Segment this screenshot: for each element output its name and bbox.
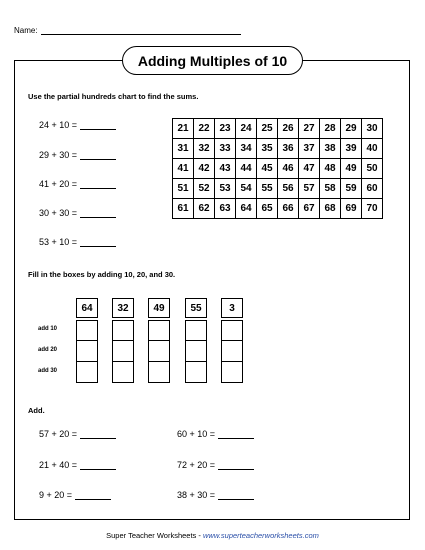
problem-text: 38 + 30 = bbox=[177, 490, 216, 500]
chart-row bbox=[173, 179, 383, 199]
add-problem-6 bbox=[177, 490, 254, 500]
chart-cell: 34 bbox=[236, 139, 257, 159]
chart-cell: 58 bbox=[320, 179, 341, 199]
chart-cell: 60 bbox=[362, 179, 383, 199]
chart-cell: 31 bbox=[173, 139, 194, 159]
chart-cell: 55 bbox=[257, 179, 278, 199]
add-problem-1 bbox=[39, 429, 116, 439]
answer-blank[interactable] bbox=[80, 180, 116, 189]
problem-text: 57 + 20 = bbox=[39, 429, 78, 439]
chart-cell: 57 bbox=[299, 179, 320, 199]
chart-cell: 44 bbox=[236, 159, 257, 179]
chart-cell: 26 bbox=[278, 119, 299, 139]
add-problem-4 bbox=[177, 460, 254, 470]
chart-cell: 67 bbox=[299, 199, 320, 219]
chart-cell: 53 bbox=[215, 179, 236, 199]
chart-cell: 49 bbox=[341, 159, 362, 179]
problem-text: 30 + 30 = bbox=[39, 208, 78, 218]
answer-blank[interactable] bbox=[218, 461, 254, 470]
problem-5 bbox=[39, 237, 116, 247]
answer-box[interactable] bbox=[76, 320, 98, 341]
chart-cell: 33 bbox=[215, 139, 236, 159]
answer-box[interactable] bbox=[185, 362, 207, 383]
column-start-number: 55 bbox=[185, 298, 207, 318]
chart-cell: 45 bbox=[257, 159, 278, 179]
chart-row bbox=[173, 199, 383, 219]
chart-cell: 24 bbox=[236, 119, 257, 139]
answer-box[interactable] bbox=[112, 341, 134, 362]
chart-cell: 50 bbox=[362, 159, 383, 179]
chart-cell: 32 bbox=[194, 139, 215, 159]
name-field bbox=[14, 26, 241, 35]
add-problem-3 bbox=[39, 460, 116, 470]
chart-cell: 69 bbox=[341, 199, 362, 219]
problem-4 bbox=[39, 208, 116, 218]
answer-blank[interactable] bbox=[80, 209, 116, 218]
problem-1 bbox=[39, 120, 116, 130]
answer-box[interactable] bbox=[221, 362, 243, 383]
problem-text: 24 + 10 = bbox=[39, 120, 78, 130]
worksheet-title: Adding Multiples of 10 bbox=[122, 46, 303, 75]
chart-cell: 38 bbox=[320, 139, 341, 159]
name-label: Name: bbox=[14, 26, 38, 35]
section1-instruction: Use the partial hundreds chart to find the sums. bbox=[28, 92, 199, 101]
problem-3 bbox=[39, 179, 116, 189]
chart-cell: 46 bbox=[278, 159, 299, 179]
chart-cell: 42 bbox=[194, 159, 215, 179]
add-column-2 bbox=[112, 298, 134, 383]
answer-box[interactable] bbox=[148, 362, 170, 383]
chart-cell: 40 bbox=[362, 139, 383, 159]
chart-cell: 62 bbox=[194, 199, 215, 219]
problem-text: 29 + 30 = bbox=[39, 150, 78, 160]
chart-cell: 29 bbox=[341, 119, 362, 139]
chart-row bbox=[173, 119, 383, 139]
chart-cell: 23 bbox=[215, 119, 236, 139]
chart-cell: 70 bbox=[362, 199, 383, 219]
chart-cell: 27 bbox=[299, 119, 320, 139]
add-problem-2 bbox=[177, 429, 254, 439]
section2-instruction: Fill in the boxes by adding 10, 20, and 30. bbox=[28, 270, 176, 279]
chart-cell: 36 bbox=[278, 139, 299, 159]
chart-cell: 56 bbox=[278, 179, 299, 199]
problem-2 bbox=[39, 150, 116, 160]
chart-cell: 30 bbox=[362, 119, 383, 139]
column-start-number: 64 bbox=[76, 298, 98, 318]
chart-cell: 21 bbox=[173, 119, 194, 139]
answer-box[interactable] bbox=[221, 341, 243, 362]
name-blank[interactable] bbox=[41, 26, 241, 35]
problem-text: 60 + 10 = bbox=[177, 429, 216, 439]
add-column-3 bbox=[148, 298, 170, 383]
chart-row bbox=[173, 159, 383, 179]
footer-link[interactable]: www.superteacherworksheets.com bbox=[202, 531, 319, 540]
chart-cell: 51 bbox=[173, 179, 194, 199]
chart-cell: 52 bbox=[194, 179, 215, 199]
row-label-add-30: add 30 bbox=[38, 368, 58, 374]
chart-cell: 28 bbox=[320, 119, 341, 139]
chart-cell: 39 bbox=[341, 139, 362, 159]
footer bbox=[0, 531, 425, 540]
chart-cell: 41 bbox=[173, 159, 194, 179]
row-label-add-20: add 20 bbox=[38, 347, 58, 353]
answer-blank[interactable] bbox=[80, 430, 116, 439]
answer-box[interactable] bbox=[148, 341, 170, 362]
column-start-number: 3 bbox=[221, 298, 243, 318]
chart-cell: 37 bbox=[299, 139, 320, 159]
answer-blank[interactable] bbox=[80, 238, 116, 247]
chart-cell: 54 bbox=[236, 179, 257, 199]
chart-cell: 65 bbox=[257, 199, 278, 219]
answer-box[interactable] bbox=[76, 341, 98, 362]
chart-cell: 22 bbox=[194, 119, 215, 139]
answer-box[interactable] bbox=[148, 320, 170, 341]
answer-blank[interactable] bbox=[80, 151, 116, 160]
answer-box[interactable] bbox=[221, 320, 243, 341]
answer-blank[interactable] bbox=[218, 430, 254, 439]
problem-text: 21 + 40 = bbox=[39, 460, 78, 470]
add-column-5 bbox=[221, 298, 243, 383]
chart-cell: 43 bbox=[215, 159, 236, 179]
chart-cell: 48 bbox=[320, 159, 341, 179]
problem-text: 41 + 20 = bbox=[39, 179, 78, 189]
add-column-4 bbox=[185, 298, 207, 383]
add-problem-5 bbox=[39, 490, 111, 500]
chart-cell: 61 bbox=[173, 199, 194, 219]
chart-cell: 68 bbox=[320, 199, 341, 219]
add-column-1 bbox=[76, 298, 98, 383]
answer-blank[interactable] bbox=[75, 491, 111, 500]
answer-box[interactable] bbox=[185, 320, 207, 341]
chart-cell: 63 bbox=[215, 199, 236, 219]
column-start-number: 32 bbox=[112, 298, 134, 318]
column-start-number: 49 bbox=[148, 298, 170, 318]
problem-text: 9 + 20 = bbox=[39, 490, 73, 500]
hundreds-chart bbox=[172, 118, 383, 219]
answer-blank[interactable] bbox=[80, 461, 116, 470]
answer-box[interactable] bbox=[76, 362, 98, 383]
row-label-add-10: add 10 bbox=[38, 326, 58, 332]
problem-text: 72 + 20 = bbox=[177, 460, 216, 470]
chart-cell: 59 bbox=[341, 179, 362, 199]
answer-blank[interactable] bbox=[218, 491, 254, 500]
chart-cell: 47 bbox=[299, 159, 320, 179]
footer-text: Super Teacher Worksheets - bbox=[106, 531, 203, 540]
answer-box[interactable] bbox=[112, 320, 134, 341]
chart-cell: 35 bbox=[257, 139, 278, 159]
answer-box[interactable] bbox=[112, 362, 134, 383]
answer-blank[interactable] bbox=[80, 121, 116, 130]
answer-box[interactable] bbox=[185, 341, 207, 362]
chart-cell: 25 bbox=[257, 119, 278, 139]
chart-row bbox=[173, 139, 383, 159]
problem-text: 53 + 10 = bbox=[39, 237, 78, 247]
section3-instruction: Add. bbox=[28, 406, 45, 415]
chart-cell: 66 bbox=[278, 199, 299, 219]
chart-cell: 64 bbox=[236, 199, 257, 219]
